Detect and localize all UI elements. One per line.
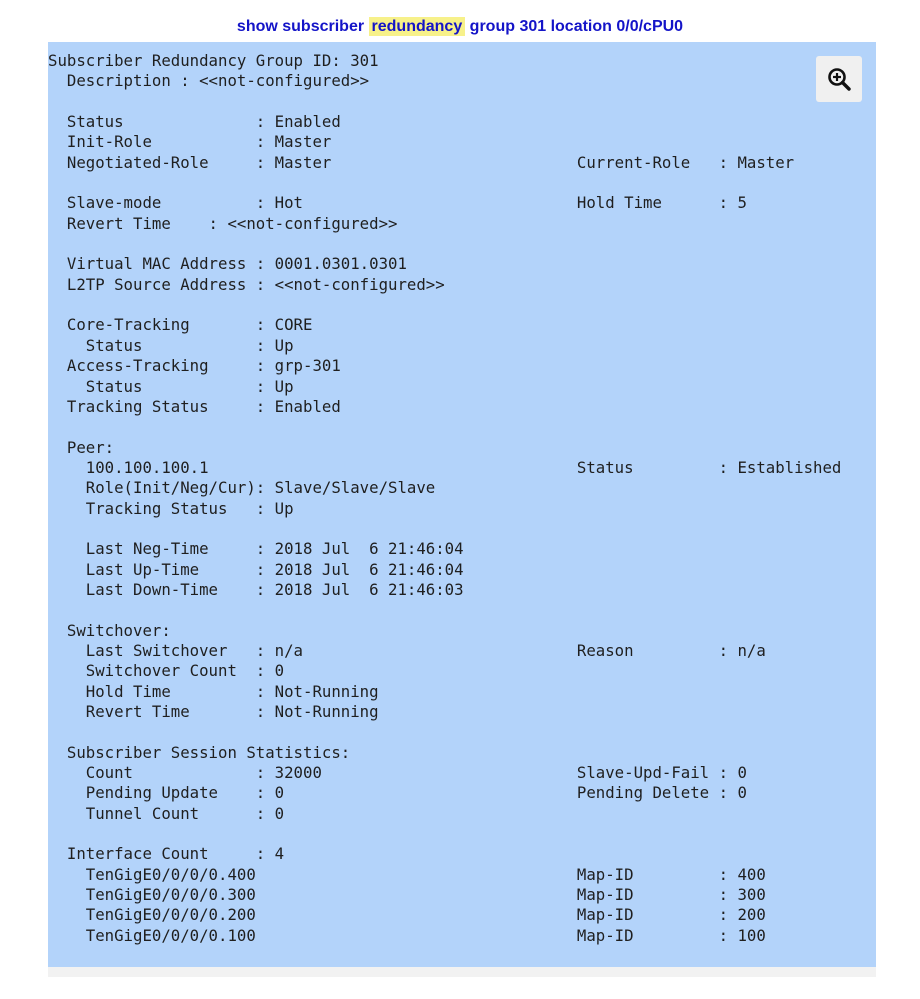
output-line: Peer: [48,437,115,457]
output-line: Access-Tracking : grp-301 [48,356,341,376]
output-line: Core-Tracking : CORE [48,315,313,335]
command-prefix: show subscriber [236,18,365,35]
output-line: TenGigE0/0/0/0.100 Map-ID : 100 [48,925,766,945]
output-line [48,519,841,539]
zoom-in-icon [827,67,851,91]
output-line: Switchover: [48,620,171,640]
output-line: Last Switchover : n/a Reason : n/a [48,640,766,660]
output-line [48,722,841,742]
output-line: Init-Role : Master [48,132,332,152]
output-line: Last Down-Time : 2018 Jul 6 21:46:03 [48,579,464,599]
output-line: Status : Up [48,335,294,355]
output-line [48,92,841,112]
output-line: Tracking Status : Enabled [48,396,341,416]
output-line: Revert Time : Not-Running [48,702,379,721]
zoom-button[interactable] [816,56,862,102]
output-line [48,824,841,844]
output-line: Description : <<not-configured>> [48,71,370,91]
output-line: Status : Up [48,376,294,396]
output-line: Virtual MAC Address : 0001.0301.0301 [48,254,407,274]
output-line: Subscriber Redundancy Group ID: 301 [48,51,379,70]
output-line: Hold Time : Not-Running [48,681,379,701]
output-line: L2TP Source Address : <<not-configured>> [48,274,445,294]
output-line [48,600,841,620]
output-line [48,173,841,193]
command-highlight: redundancy [369,17,466,36]
output-line: Count : 32000 Slave-Upd-Fail : 0 [48,763,747,783]
horizontal-scrollbar[interactable] [48,967,876,977]
output-line: Status : Enabled [48,112,341,132]
output-line: 100.100.100.1 Status : Established [48,457,842,477]
output-line: Last Neg-Time : 2018 Jul 6 21:46:04 [48,539,464,559]
output-line: Role(Init/Neg/Cur): Slave/Slave/Slave [48,478,436,498]
output-line: TenGigE0/0/0/0.400 Map-ID : 400 [48,864,766,884]
output-line: Interface Count : 4 [48,844,285,864]
output-line [48,234,841,254]
output-line: Subscriber Session Statistics: [48,742,351,762]
output-line: Slave-mode : Hot Hold Time : 5 [48,193,747,213]
output-line: TenGigE0/0/0/0.200 Map-ID : 200 [48,905,766,925]
output-line [48,417,841,437]
output-line: Tunnel Count : 0 [48,803,285,823]
output-line [48,295,841,315]
output-line: TenGigE0/0/0/0.300 Map-ID : 300 [48,885,766,905]
output-line: Revert Time : <<not-configured>> [48,213,398,233]
output-line: Tracking Status : Up [48,498,294,518]
cli-output [48,51,841,946]
command-title [0,15,920,39]
output-line: Negotiated-Role : Master Current-Role : Master [48,152,795,172]
output-line: Pending Update : 0 Pending Delete : 0 [48,783,747,803]
output-line: Switchover Count : 0 [48,661,285,681]
command-suffix: group 301 location 0/0/cPU0 [469,18,684,35]
output-line: Last Up-Time : 2018 Jul 6 21:46:04 [48,559,464,579]
